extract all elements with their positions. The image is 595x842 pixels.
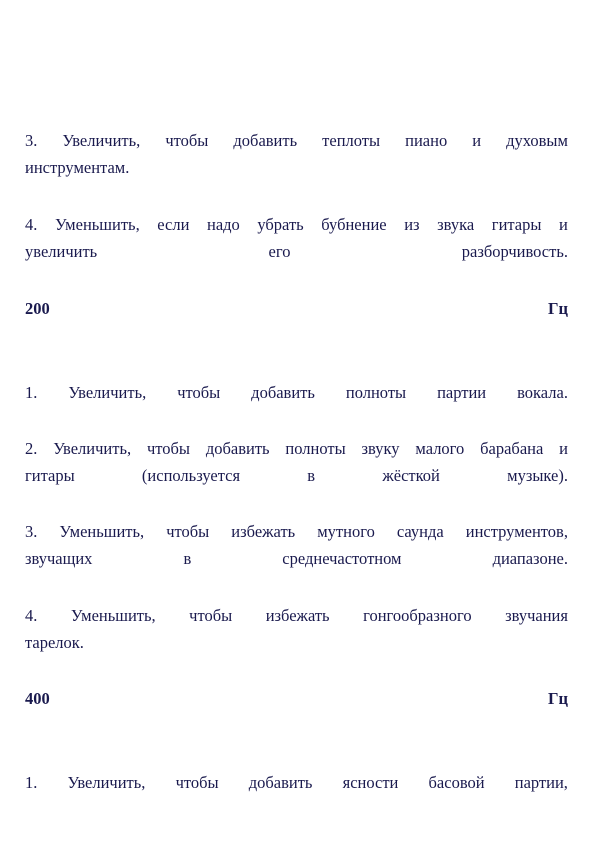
text-line	[25, 131, 568, 151]
word: малого	[415, 439, 465, 458]
word: теплоты	[322, 131, 381, 150]
section-heading	[25, 689, 568, 709]
word: Увеличить,	[62, 131, 141, 150]
word: Увеличить,	[68, 383, 147, 402]
word: добавить	[248, 773, 313, 792]
word: если	[157, 215, 190, 234]
word: Уменьшить,	[59, 522, 145, 541]
word: чтобы	[165, 131, 209, 150]
word: гитары	[25, 466, 75, 485]
word: полноты	[345, 383, 407, 402]
word: духовым	[506, 131, 568, 150]
word: бубнение	[321, 215, 387, 234]
word: вокала.	[517, 383, 568, 402]
word: и	[472, 131, 482, 150]
section-heading	[25, 299, 568, 319]
word: саунда	[396, 522, 444, 541]
word: ясности	[342, 773, 399, 792]
word: добавить	[233, 131, 298, 150]
word: звучания	[505, 606, 568, 625]
word: 1.	[25, 383, 38, 402]
word: увеличить	[25, 242, 98, 261]
word: звуку	[361, 439, 400, 458]
text-line	[25, 439, 568, 459]
text-line	[25, 522, 568, 542]
word: жёсткой	[382, 466, 440, 485]
word: 1.	[25, 773, 38, 792]
word: звука	[437, 215, 475, 234]
word: пиано	[405, 131, 448, 150]
text-line	[25, 158, 568, 178]
word: партии,	[514, 773, 568, 792]
word: чтобы	[189, 606, 233, 625]
word: убрать	[257, 215, 304, 234]
word: полноты	[285, 439, 346, 458]
word: партии	[437, 383, 487, 402]
word: звучащих	[25, 549, 93, 568]
word: барабана	[480, 439, 544, 458]
word: гитары	[491, 215, 542, 234]
word: Увеличить,	[53, 439, 132, 458]
word: из	[404, 215, 420, 234]
text-line	[25, 773, 568, 793]
word: 400	[25, 689, 50, 708]
word: и	[559, 439, 568, 458]
word: Уменьшить,	[54, 215, 140, 234]
word: в	[307, 466, 316, 485]
word: Гц	[547, 299, 568, 318]
word: надо	[206, 215, 240, 234]
word: добавить	[205, 439, 270, 458]
word: басовой	[428, 773, 485, 792]
text-line	[25, 549, 568, 569]
word: 3.	[25, 131, 38, 150]
word: чтобы	[175, 773, 219, 792]
word: (используется	[141, 466, 241, 485]
word: среднечастотном	[282, 549, 402, 568]
word: избежать	[265, 606, 330, 625]
word: 4.	[25, 215, 38, 234]
text-line	[25, 633, 568, 653]
word: мутного	[317, 522, 375, 541]
word: Гц	[547, 689, 568, 708]
text-line	[25, 466, 568, 486]
text-line	[25, 242, 568, 262]
line-text: инструментам.	[25, 158, 130, 177]
word: его	[268, 242, 291, 261]
word: и	[559, 215, 568, 234]
word: чтобы	[166, 522, 210, 541]
text-line	[25, 215, 568, 235]
word: 2.	[25, 439, 38, 458]
word: инструментов,	[465, 522, 568, 541]
word: Увеличить,	[67, 773, 146, 792]
word: добавить	[251, 383, 315, 402]
word: разборчивость.	[461, 242, 568, 261]
text-line	[25, 606, 568, 626]
text-line	[25, 383, 568, 403]
word: Уменьшить,	[70, 606, 156, 625]
word: избежать	[231, 522, 296, 541]
word: 200	[25, 299, 50, 318]
word: 3.	[25, 522, 38, 541]
word: диапазоне.	[492, 549, 568, 568]
word: чтобы	[146, 439, 190, 458]
word: гонгообразного	[363, 606, 472, 625]
word: в	[183, 549, 192, 568]
word: музыке).	[507, 466, 568, 485]
word: чтобы	[177, 383, 221, 402]
line-text: тарелок.	[25, 633, 84, 652]
word: 4.	[25, 606, 38, 625]
